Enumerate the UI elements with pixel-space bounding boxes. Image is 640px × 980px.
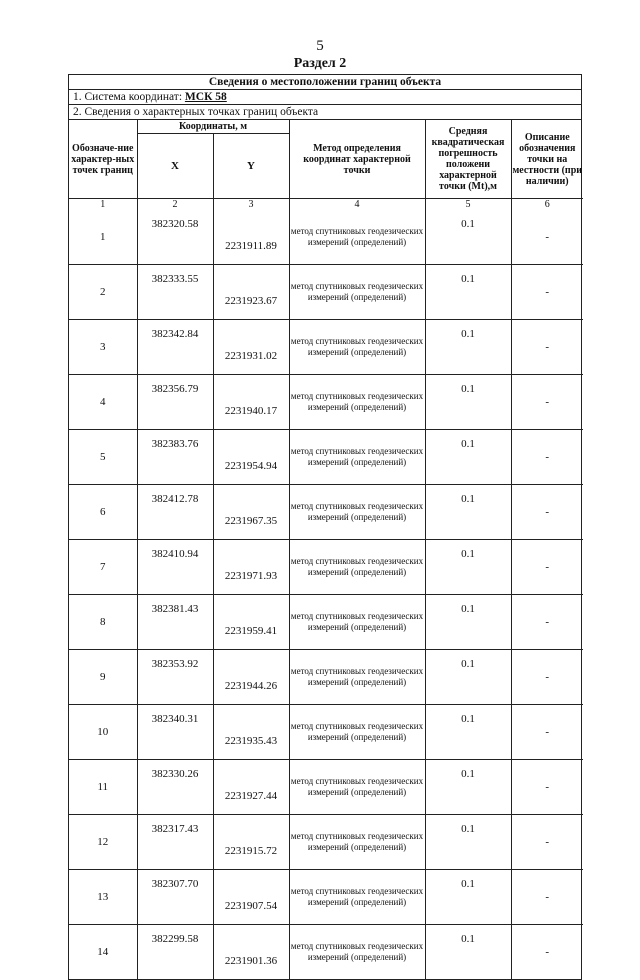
point-number: 13 [69, 870, 137, 925]
point-number: 2 [69, 265, 137, 320]
point-x: 382381.43 [137, 595, 213, 650]
point-error: 0.1 [425, 375, 511, 430]
coord-system-value: МСК 58 [184, 91, 227, 103]
table-row [69, 815, 583, 870]
table-row [69, 595, 583, 650]
column-number: 2 [137, 199, 213, 211]
page-number: 5 [316, 38, 324, 54]
point-method: метод спутниковых геодезических измерений (определений) [289, 870, 425, 925]
points-heading: 2. Сведения о характерных точках границ объекта [69, 105, 581, 120]
point-y: 2231911.89 [213, 210, 289, 265]
point-y: 2231901.36 [213, 925, 289, 980]
point-description: - [511, 210, 583, 265]
point-number: 5 [69, 430, 137, 485]
point-y: 2231971.93 [213, 540, 289, 595]
point-description: - [511, 815, 583, 870]
column-number: 6 [511, 199, 583, 211]
table-row [69, 210, 583, 265]
header-error: Средняя квадратическая погрешность положени характерной точки (Mt),м [425, 120, 511, 199]
point-y: 2231944.26 [213, 650, 289, 705]
point-x: 382317.43 [137, 815, 213, 870]
table-row [69, 430, 583, 485]
table-row [69, 925, 583, 980]
point-method: метод спутниковых геодезических измерений (определений) [289, 925, 425, 980]
point-method: метод спутниковых геодезических измерений (определений) [289, 815, 425, 870]
point-y: 2231935.43 [213, 705, 289, 760]
point-number: 6 [69, 485, 137, 540]
point-x: 382307.70 [137, 870, 213, 925]
table-row [69, 265, 583, 320]
table-row [69, 375, 583, 430]
point-description: - [511, 485, 583, 540]
header-designation: Обозначе-ние характер-ных точек границ [69, 120, 137, 199]
point-method: метод спутниковых геодезических измерений (определений) [289, 540, 425, 595]
column-number-row [69, 199, 583, 211]
point-method: метод спутниковых геодезических измерений (определений) [289, 760, 425, 815]
table-row [69, 760, 583, 815]
point-description: - [511, 925, 583, 980]
table-row [69, 650, 583, 705]
point-y: 2231940.17 [213, 375, 289, 430]
point-method: метод спутниковых геодезических измерений (определений) [289, 430, 425, 485]
point-y: 2231907.54 [213, 870, 289, 925]
point-error: 0.1 [425, 760, 511, 815]
header-x: X [137, 134, 213, 199]
point-error: 0.1 [425, 815, 511, 870]
point-error: 0.1 [425, 265, 511, 320]
point-number: 1 [69, 210, 137, 265]
point-error: 0.1 [425, 210, 511, 265]
point-x: 382353.92 [137, 650, 213, 705]
table-row [69, 705, 583, 760]
point-x: 382333.55 [137, 265, 213, 320]
point-method: метод спутниковых геодезических измерений (определений) [289, 210, 425, 265]
point-y: 2231923.67 [213, 265, 289, 320]
column-number: 3 [213, 199, 289, 211]
header-method: Метод определения координат характерной точки [289, 120, 425, 199]
point-y: 2231959.41 [213, 595, 289, 650]
section-title: Раздел 2 [293, 56, 347, 71]
header-y: Y [213, 134, 289, 199]
point-x: 382383.76 [137, 430, 213, 485]
point-x: 382356.79 [137, 375, 213, 430]
point-number: 9 [69, 650, 137, 705]
point-error: 0.1 [425, 320, 511, 375]
point-description: - [511, 320, 583, 375]
table-row [69, 485, 583, 540]
point-number: 10 [69, 705, 137, 760]
point-y: 2231927.44 [213, 760, 289, 815]
point-x: 382299.58 [137, 925, 213, 980]
point-description: - [511, 870, 583, 925]
points-table [69, 120, 583, 979]
point-error: 0.1 [425, 430, 511, 485]
point-y: 2231967.35 [213, 485, 289, 540]
point-method: метод спутниковых геодезических измерений (определений) [289, 485, 425, 540]
point-error: 0.1 [425, 650, 511, 705]
point-number: 4 [69, 375, 137, 430]
point-method: метод спутниковых геодезических измерений (определений) [289, 265, 425, 320]
point-x: 382330.26 [137, 760, 213, 815]
table-title: Сведения о местоположении границ объекта [69, 75, 581, 90]
header-description: Описание обозначения точки на местности (при наличии) [511, 120, 583, 199]
point-x: 382340.31 [137, 705, 213, 760]
coord-system-line [69, 90, 581, 105]
table-row [69, 870, 583, 925]
point-error: 0.1 [425, 705, 511, 760]
point-number: 3 [69, 320, 137, 375]
point-x: 382342.84 [137, 320, 213, 375]
point-x: 382320.58 [137, 210, 213, 265]
point-method: метод спутниковых геодезических измерений (определений) [289, 375, 425, 430]
point-method: метод спутниковых геодезических измерений (определений) [289, 705, 425, 760]
point-error: 0.1 [425, 595, 511, 650]
point-description: - [511, 375, 583, 430]
boundary-points-table [68, 74, 582, 980]
point-number: 12 [69, 815, 137, 870]
point-description: - [511, 540, 583, 595]
point-number: 8 [69, 595, 137, 650]
point-description: - [511, 760, 583, 815]
point-error: 0.1 [425, 485, 511, 540]
point-method: метод спутниковых геодезических измерений (определений) [289, 320, 425, 375]
point-number: 7 [69, 540, 137, 595]
column-number: 5 [425, 199, 511, 211]
point-method: метод спутниковых геодезических измерений (определений) [289, 595, 425, 650]
point-x: 382410.94 [137, 540, 213, 595]
point-error: 0.1 [425, 870, 511, 925]
point-y: 2231931.02 [213, 320, 289, 375]
point-description: - [511, 650, 583, 705]
point-description: - [511, 265, 583, 320]
point-y: 2231915.72 [213, 815, 289, 870]
table-row [69, 320, 583, 375]
point-x: 382412.78 [137, 485, 213, 540]
coord-system-label: 1. Система координат: [73, 91, 183, 103]
point-description: - [511, 430, 583, 485]
point-number: 11 [69, 760, 137, 815]
point-description: - [511, 595, 583, 650]
point-number: 14 [69, 925, 137, 980]
point-error: 0.1 [425, 925, 511, 980]
header-coordinates: Координаты, м [137, 120, 289, 134]
point-y: 2231954.94 [213, 430, 289, 485]
point-description: - [511, 705, 583, 760]
column-number: 1 [69, 199, 137, 211]
table-row [69, 540, 583, 595]
point-method: метод спутниковых геодезических измерений (определений) [289, 650, 425, 705]
column-number: 4 [289, 199, 425, 211]
point-error: 0.1 [425, 540, 511, 595]
